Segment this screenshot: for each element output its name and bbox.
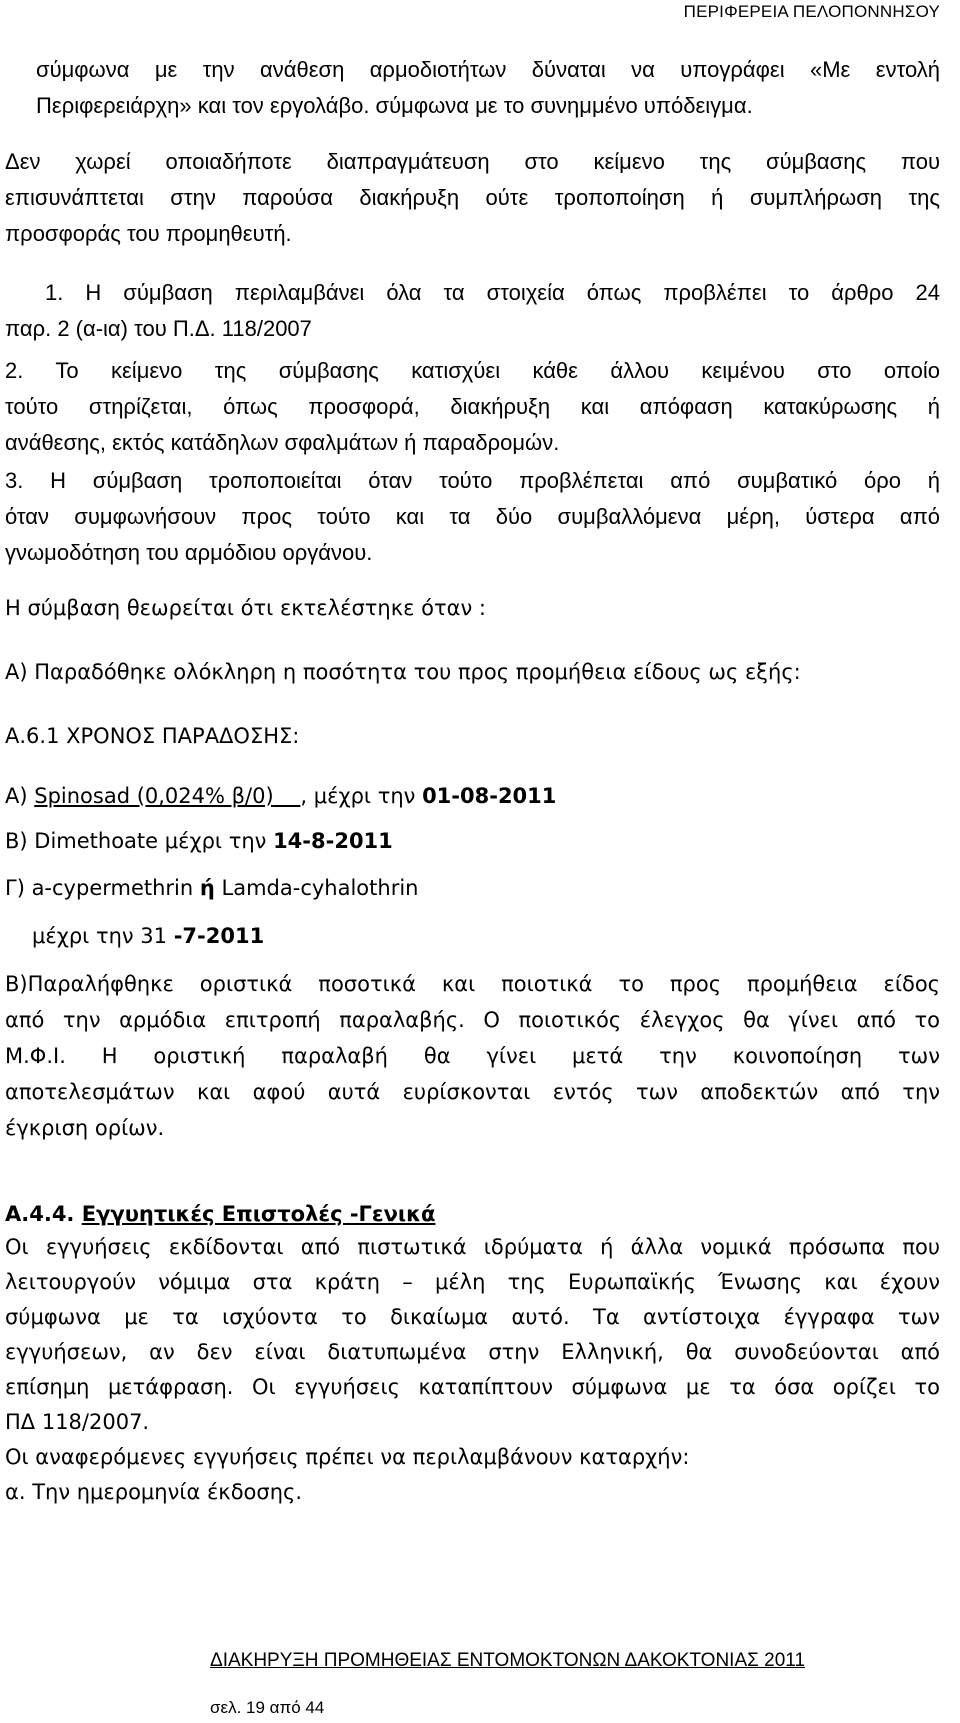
page-header: ΠΕΡΙΦΕΡΕΙΑ ΠΕΛΟΠΟΝΝΗΣΟΥ [683,2,940,21]
text-line: σύμφωνα με τα ισχύοντα το δικαίωμα αυτό. Τα αντίστοιχα έγγραφα των [5,1305,940,1329]
deadline-date: 14-8-2011 [273,829,393,853]
text-line: Περιφερειάρχη» και τον εργολάβο. σύμφωνα με το συνημμένο υπόδειγμα. [36,93,753,118]
deadline-date: -7-2011 [173,924,265,948]
text-line: α. Την ημερομηνία έκδοσης. [5,1480,303,1504]
product-name: Spinosad (0,024% β/0) [34,784,274,808]
list-item: 2. Το κείμενο της σύμβασης κατισχύει κάθε άλλου κειμένου στο οποίο [5,358,940,383]
text-line: από την αρμόδια επιτροπή παραλαβής. Ο ποιοτικός έλεγχος θα γίνει από το [5,1008,940,1032]
text-line: Οι εγγυήσεις εκδίδονται από πιστωτικά ιδρύματα ή άλλα νομικά πρόσωπα που [5,1235,940,1259]
text-line: σύμφωνα με την ανάθεση αρμοδιοτήτων δύναται να υπογράφει «Με εντολή [36,57,940,82]
section-title: Εγγυητικές Επιστολές -Γενικά [81,1202,436,1226]
delivery-products-cypermethrin: Γ) a-cypermethrin ή Lamda-cyhalothrin [5,876,419,900]
section-heading: Α.6.1 ΧΡΟΝΟΣ ΠΑΡΑΔΟΣΗΣ: [5,724,300,748]
footer-title: ΔΙΑΚΗΡΥΞΗ ΠΡΟΜΗΘΕΙΑΣ ΕΝΤΟΜΟΚΤΟΝΩΝ ΔΑΚΟΚΤΟΝΙΑΣ 2011 [210,1650,806,1671]
text-line: ανάθεσης, εκτός κατάδηλων σφαλμάτων ή παραδρομών. [5,430,560,455]
guarantees-paragraph [5,1230,940,1510]
text-line: Δεν χωρεί οποιαδήποτε διαπραγμάτευση στο κείμενο της σύμβασης που [5,149,940,174]
delivery-date-spinosad: Α) Spinosad (0,024% β/0) , μέχρι την 01-08-2011 [5,784,557,808]
acceptance-paragraph [5,966,940,1146]
text-line: αποτελεσμάτων και αφού αυτά ευρίσκονται εντός των αποδεκτών από την [5,1080,940,1104]
text-line: λειτουργούν νόμιμα στα κράτη – μέλη της Ευρωπαϊκής Ένωσης και έχουν [5,1270,940,1294]
text-line: Β)Παραλήφθηκε οριστικά ποσοτικά και ποιοτικά το προς προμήθεια είδος [5,972,940,996]
page-number: σελ. 19 από 44 [210,1698,325,1717]
delivered-clause: Α) Παραδόθηκε ολόκληρη η ποσότητα του προς προμήθεια είδους ως εξής: [5,660,801,684]
delivery-date-cypermethrin: μέχρι την 31 -7-2011 [32,924,265,948]
text-line: τούτο στηρίζεται, όπως προσφορά, διακήρυξη και απόφαση κατακύρωσης ή [5,394,940,419]
deadline-date: 01-08-2011 [422,784,557,808]
text-line: ΠΔ 118/2007. [5,1410,150,1434]
text-line: έγκριση ορίων. [5,1116,165,1140]
completion-heading: Η σύμβαση θεωρείται ότι εκτελέστηκε όταν : [5,596,486,620]
text-line: όταν συμφωνήσουν προς τούτο και τα δύο συμβαλλόμενα μέρη, ύστερα από [5,504,940,529]
text-line: γνωμοδότηση του αρμόδιου οργάνου. [5,540,373,565]
guarantees-heading: Α.4.4. Εγγυητικές Επιστολές -Γενικά [5,1202,436,1226]
text-line: παρ. 2 (α-ια) του Π.Δ. 118/2007 [5,316,312,341]
text-line: εγγυήσεων, αν δεν είναι διατυπωμένα στην Ελληνική, θα συνοδεύονται από [5,1340,940,1364]
numbered-list [5,275,940,571]
text-line: Οι αναφερόμενες εγγυήσεις πρέπει να περιλαμβάνουν καταρχήν: [5,1445,690,1469]
text-line: προσφοράς του προμηθευτή. [5,221,292,246]
list-item: 1. Η σύμβαση περιλαμβάνει όλα τα στοιχεία όπως προβλέπει το άρθρο 24 [45,280,940,305]
text-line: επίσημη μετάφραση. Οι εγγυήσεις καταπίπτουν σύμφωνα με τα όσα ορίζει το [5,1375,940,1399]
text-line: Μ.Φ.Ι. Η οριστική παραλαβή θα γίνει μετά την κοινοποίηση των [5,1044,940,1068]
intro-paragraph [36,52,940,124]
list-item: 3. Η σύμβαση τροποποιείται όταν τούτο προβλέπεται από συμβατικό όρο ή [5,468,940,493]
negotiation-paragraph [5,144,940,252]
delivery-date-dimethoate: Β) Dimethoate μέχρι την 14-8-2011 [5,829,393,853]
text-line: επισυνάπτεται στην παρούσα διακήρυξη ούτε τροποποίηση ή συμπλήρωση της [5,185,940,210]
